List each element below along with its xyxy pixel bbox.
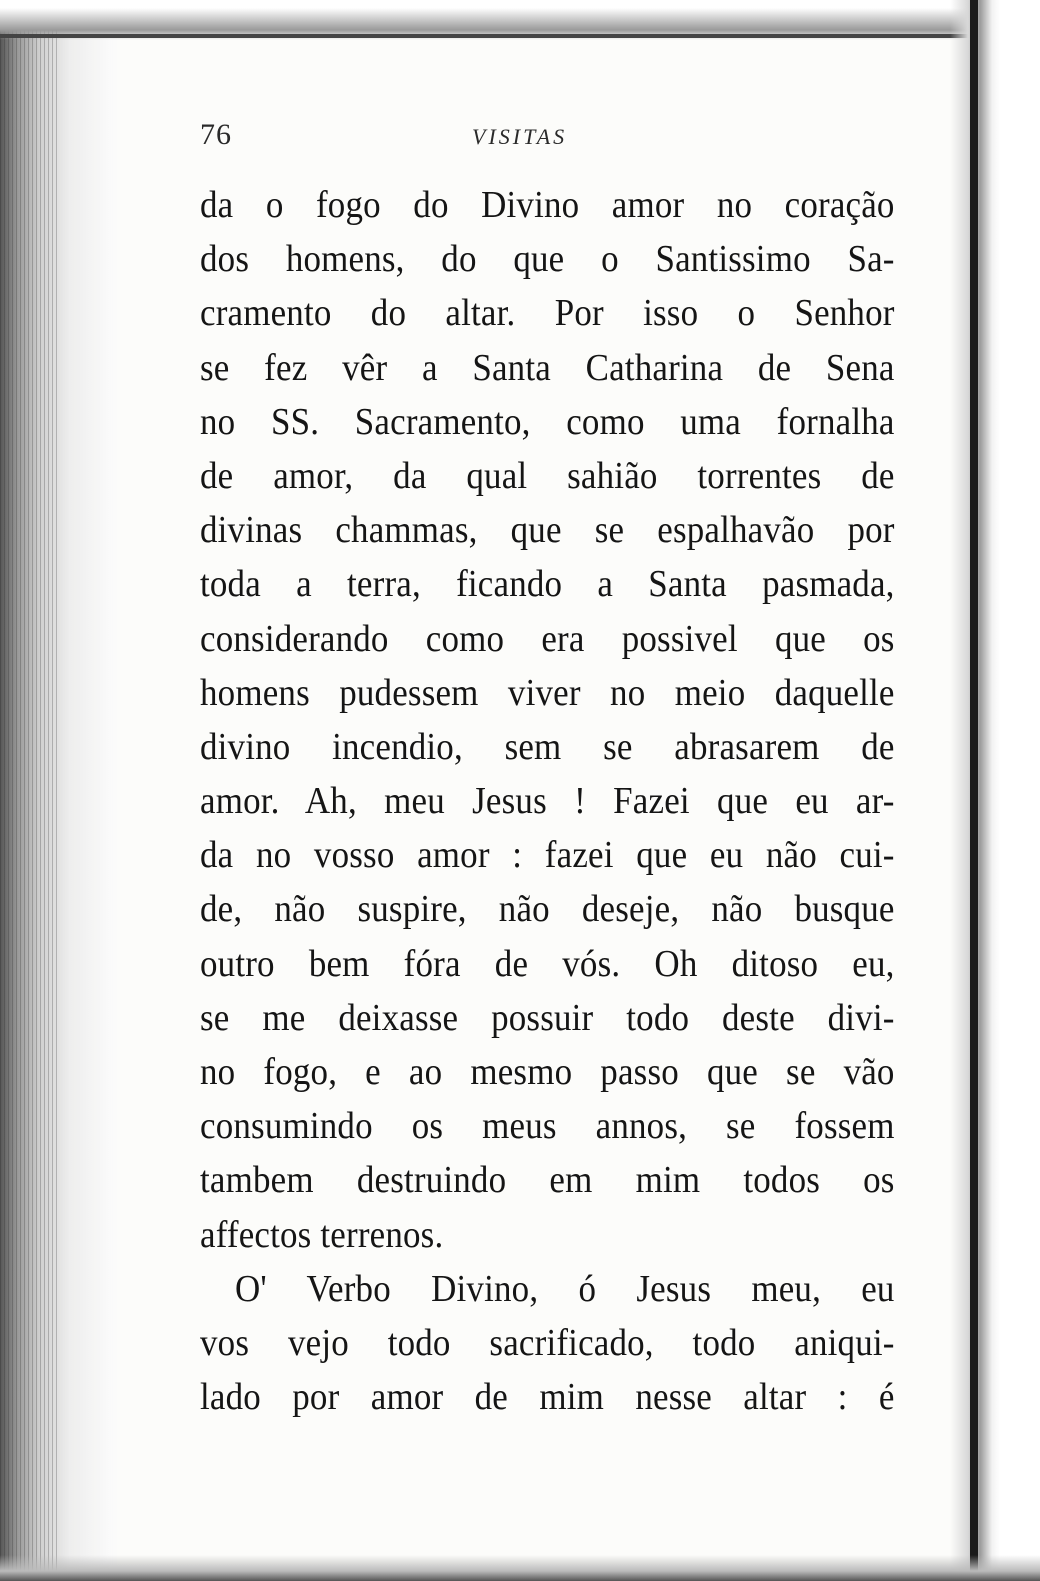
text-line: O' Verbo Divino, ó Jesus meu, eu (234, 1267, 895, 1310)
text-line: da o fogo do Divino amor no coração (200, 184, 895, 226)
text-line: amor. Ah, meu Jesus ! Fazei que eu ar- (200, 780, 895, 823)
top-edge-line (0, 34, 980, 38)
text-line: no fogo, e ao mesmo passo que se vão (200, 1051, 895, 1093)
text-line: vos vejo todo sacrificado, todo aniqui- (200, 1321, 895, 1364)
text-line: affectos terrenos. (200, 1213, 444, 1256)
text-line: de amor, da qual sahião torrentes de (200, 454, 895, 497)
text-line: divinas chammas, que se espalhavão por (200, 509, 895, 552)
text-line: dos homens, do que o Santissimo Sa- (200, 238, 895, 281)
text-line: no SS. Sacramento, como uma fornalha (200, 400, 895, 443)
bottom-page-edge (0, 1555, 1040, 1581)
text-line: considerando como era possivel que os (200, 617, 895, 660)
text-line: outro bem fóra de vós. Oh ditoso eu, (200, 942, 895, 985)
text-line: divino incendio, sem se abrasarem de (200, 725, 895, 768)
binding-shadow (0, 0, 120, 1581)
text-line: da no vosso amor : fazei que eu não cui- (200, 834, 895, 877)
text-line: tambem destruindo em mim todos os (200, 1159, 895, 1202)
text-line: consumindo os meus annos, se fossem (200, 1105, 895, 1148)
body-text (200, 178, 900, 1424)
text-line: de, não suspire, não deseje, não busque (200, 888, 895, 931)
text-line: lado por amor de mim nesse altar : é (200, 1376, 895, 1419)
book-page (200, 118, 900, 1424)
text-line: se me deixasse possuir todo deste divi- (200, 996, 895, 1039)
running-title: VISITAS (472, 124, 568, 149)
running-head (200, 118, 900, 168)
text-line: toda a terra, ficando a Santa pasmada, (200, 563, 895, 606)
text-line: cramento do altar. Por isso o Senhor (200, 292, 895, 335)
page-number: 76 (200, 118, 232, 151)
right-edge-line (970, 0, 978, 1581)
right-page-edge (950, 0, 1040, 1581)
text-line: homens pudessem viver no meio daquelle (200, 671, 895, 714)
text-line: se fez vêr a Santa Catharina de Sena (200, 346, 895, 389)
